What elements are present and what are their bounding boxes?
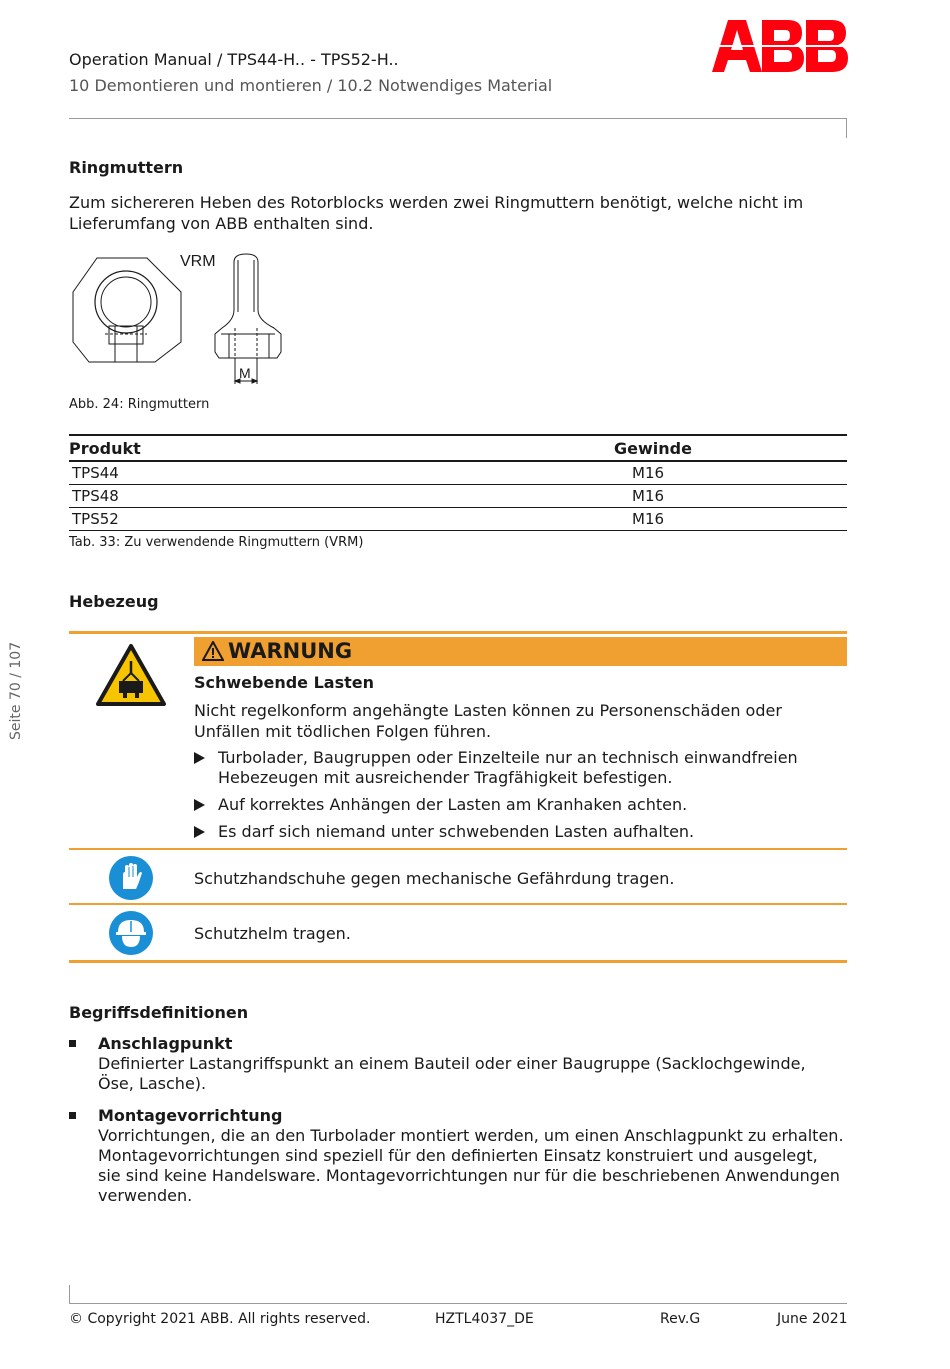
ringmuttern-text: Zum sichereren Heben des Rotorblocks werden zwei Ringmuttern benötigt, welche nicht im Lieferumfang von ABB enthalten sind. [69, 193, 804, 233]
warning-title: Schwebende Lasten [194, 673, 375, 692]
warning-instructions [194, 748, 834, 849]
section-heading-hebezeug: Hebezeug [69, 592, 159, 611]
gloves-mandatory-icon [108, 855, 154, 901]
column-header-produkt: Produkt [69, 435, 614, 461]
table-row [69, 485, 847, 508]
table-cell-product: TPS44 [69, 461, 614, 485]
footer-divider [69, 1303, 847, 1304]
warning-top-rule [69, 631, 847, 634]
page-number: Seite 70 / 107 [8, 641, 24, 740]
list-item: Turbolader, Baugruppen oder Einzelteile nur an technisch einwandfreien Hebezeugen mit ausreichender Tragfähigkeit befestigen. [194, 748, 834, 788]
warning-bottom-rule [69, 960, 847, 963]
gloves-instruction: Schutzhandschuhe gegen mechanische Gefährdung tragen. [194, 869, 675, 888]
table-cell-product: TPS52 [69, 508, 614, 531]
chapter-breadcrumb: 10 Demontieren und montieren / 10.2 Notwendiges Material [69, 76, 553, 95]
header-divider [69, 118, 847, 119]
table-cell-product: TPS48 [69, 485, 614, 508]
footer-divider-tick [69, 1285, 70, 1303]
warning-divider [69, 903, 847, 905]
footer-revision: Rev.G [660, 1311, 701, 1327]
helmet-instruction: Schutzhelm tragen. [194, 924, 351, 943]
footer-date: June 2021 [777, 1311, 848, 1327]
list-item: Es darf sich niemand unter schwebenden Lasten aufhalten. [194, 822, 834, 842]
table-row [69, 461, 847, 485]
warning-label: WARNUNG [228, 639, 353, 663]
column-header-gewinde: Gewinde [614, 435, 847, 461]
header-divider-tick [846, 118, 847, 138]
definition-term: Montagevorrichtung [98, 1106, 283, 1125]
table-cell-thread: M16 [614, 508, 847, 531]
warning-divider [69, 848, 847, 850]
ring-nut-table [69, 434, 847, 531]
table-caption: Tab. 33: Zu verwendende Ringmuttern (VRM) [69, 535, 364, 550]
warning-triangle-icon [202, 641, 224, 661]
definition-term: Anschlagpunkt [98, 1034, 233, 1053]
list-item [69, 1106, 844, 1206]
ring-nut-drawing [69, 250, 309, 390]
footer-copyright: © Copyright 2021 ABB. All rights reserved. [69, 1311, 371, 1327]
section-heading-definitions: Begriffsdefinitionen [69, 1003, 249, 1022]
table-cell-thread: M16 [614, 461, 847, 485]
warning-signal-bar [194, 637, 847, 666]
footer-document-id: HZTL4037_DE [435, 1311, 534, 1327]
helmet-mandatory-icon [108, 910, 154, 956]
warning-text: Nicht regelkonform angehängte Lasten können zu Personenschäden oder Unfällen mit tödlichen Folgen führen. [194, 701, 782, 741]
section-heading-ringmuttern: Ringmuttern [69, 158, 184, 177]
definition-list [69, 1034, 844, 1218]
document-title: Operation Manual / TPS44-H.. - TPS52-H.. [69, 50, 399, 69]
table-row [69, 508, 847, 531]
table-cell-thread: M16 [614, 485, 847, 508]
list-item: Auf korrektes Anhängen der Lasten am Kranhaken achten. [194, 795, 834, 815]
warning-box [69, 631, 847, 943]
definition-description: Definierter Lastangriffspunkt an einem Bauteil oder einer Baugruppe (Sacklochgewinde, Öse, Lasche). [98, 1054, 806, 1093]
abb-logo [712, 20, 848, 72]
figure-label-vrm: VRM [180, 253, 216, 270]
figure-caption: Abb. 24: Ringmuttern [69, 397, 210, 412]
definition-description: Vorrichtungen, die an den Turbolader montiert werden, um einen Anschlagpunkt zu erhalten. Montagevorrichtungen sind speziell für den definierten Einsatz konstruiert und ausgelegt, sie sind keine Handelsware. Montagevorrichtungen nur für die beschriebenen Anwendungen verwenden. [98, 1126, 844, 1205]
figure-label-m: M [239, 365, 251, 381]
suspended-load-warning-icon [95, 643, 167, 707]
table-header-row [69, 435, 847, 461]
list-item [69, 1034, 844, 1094]
